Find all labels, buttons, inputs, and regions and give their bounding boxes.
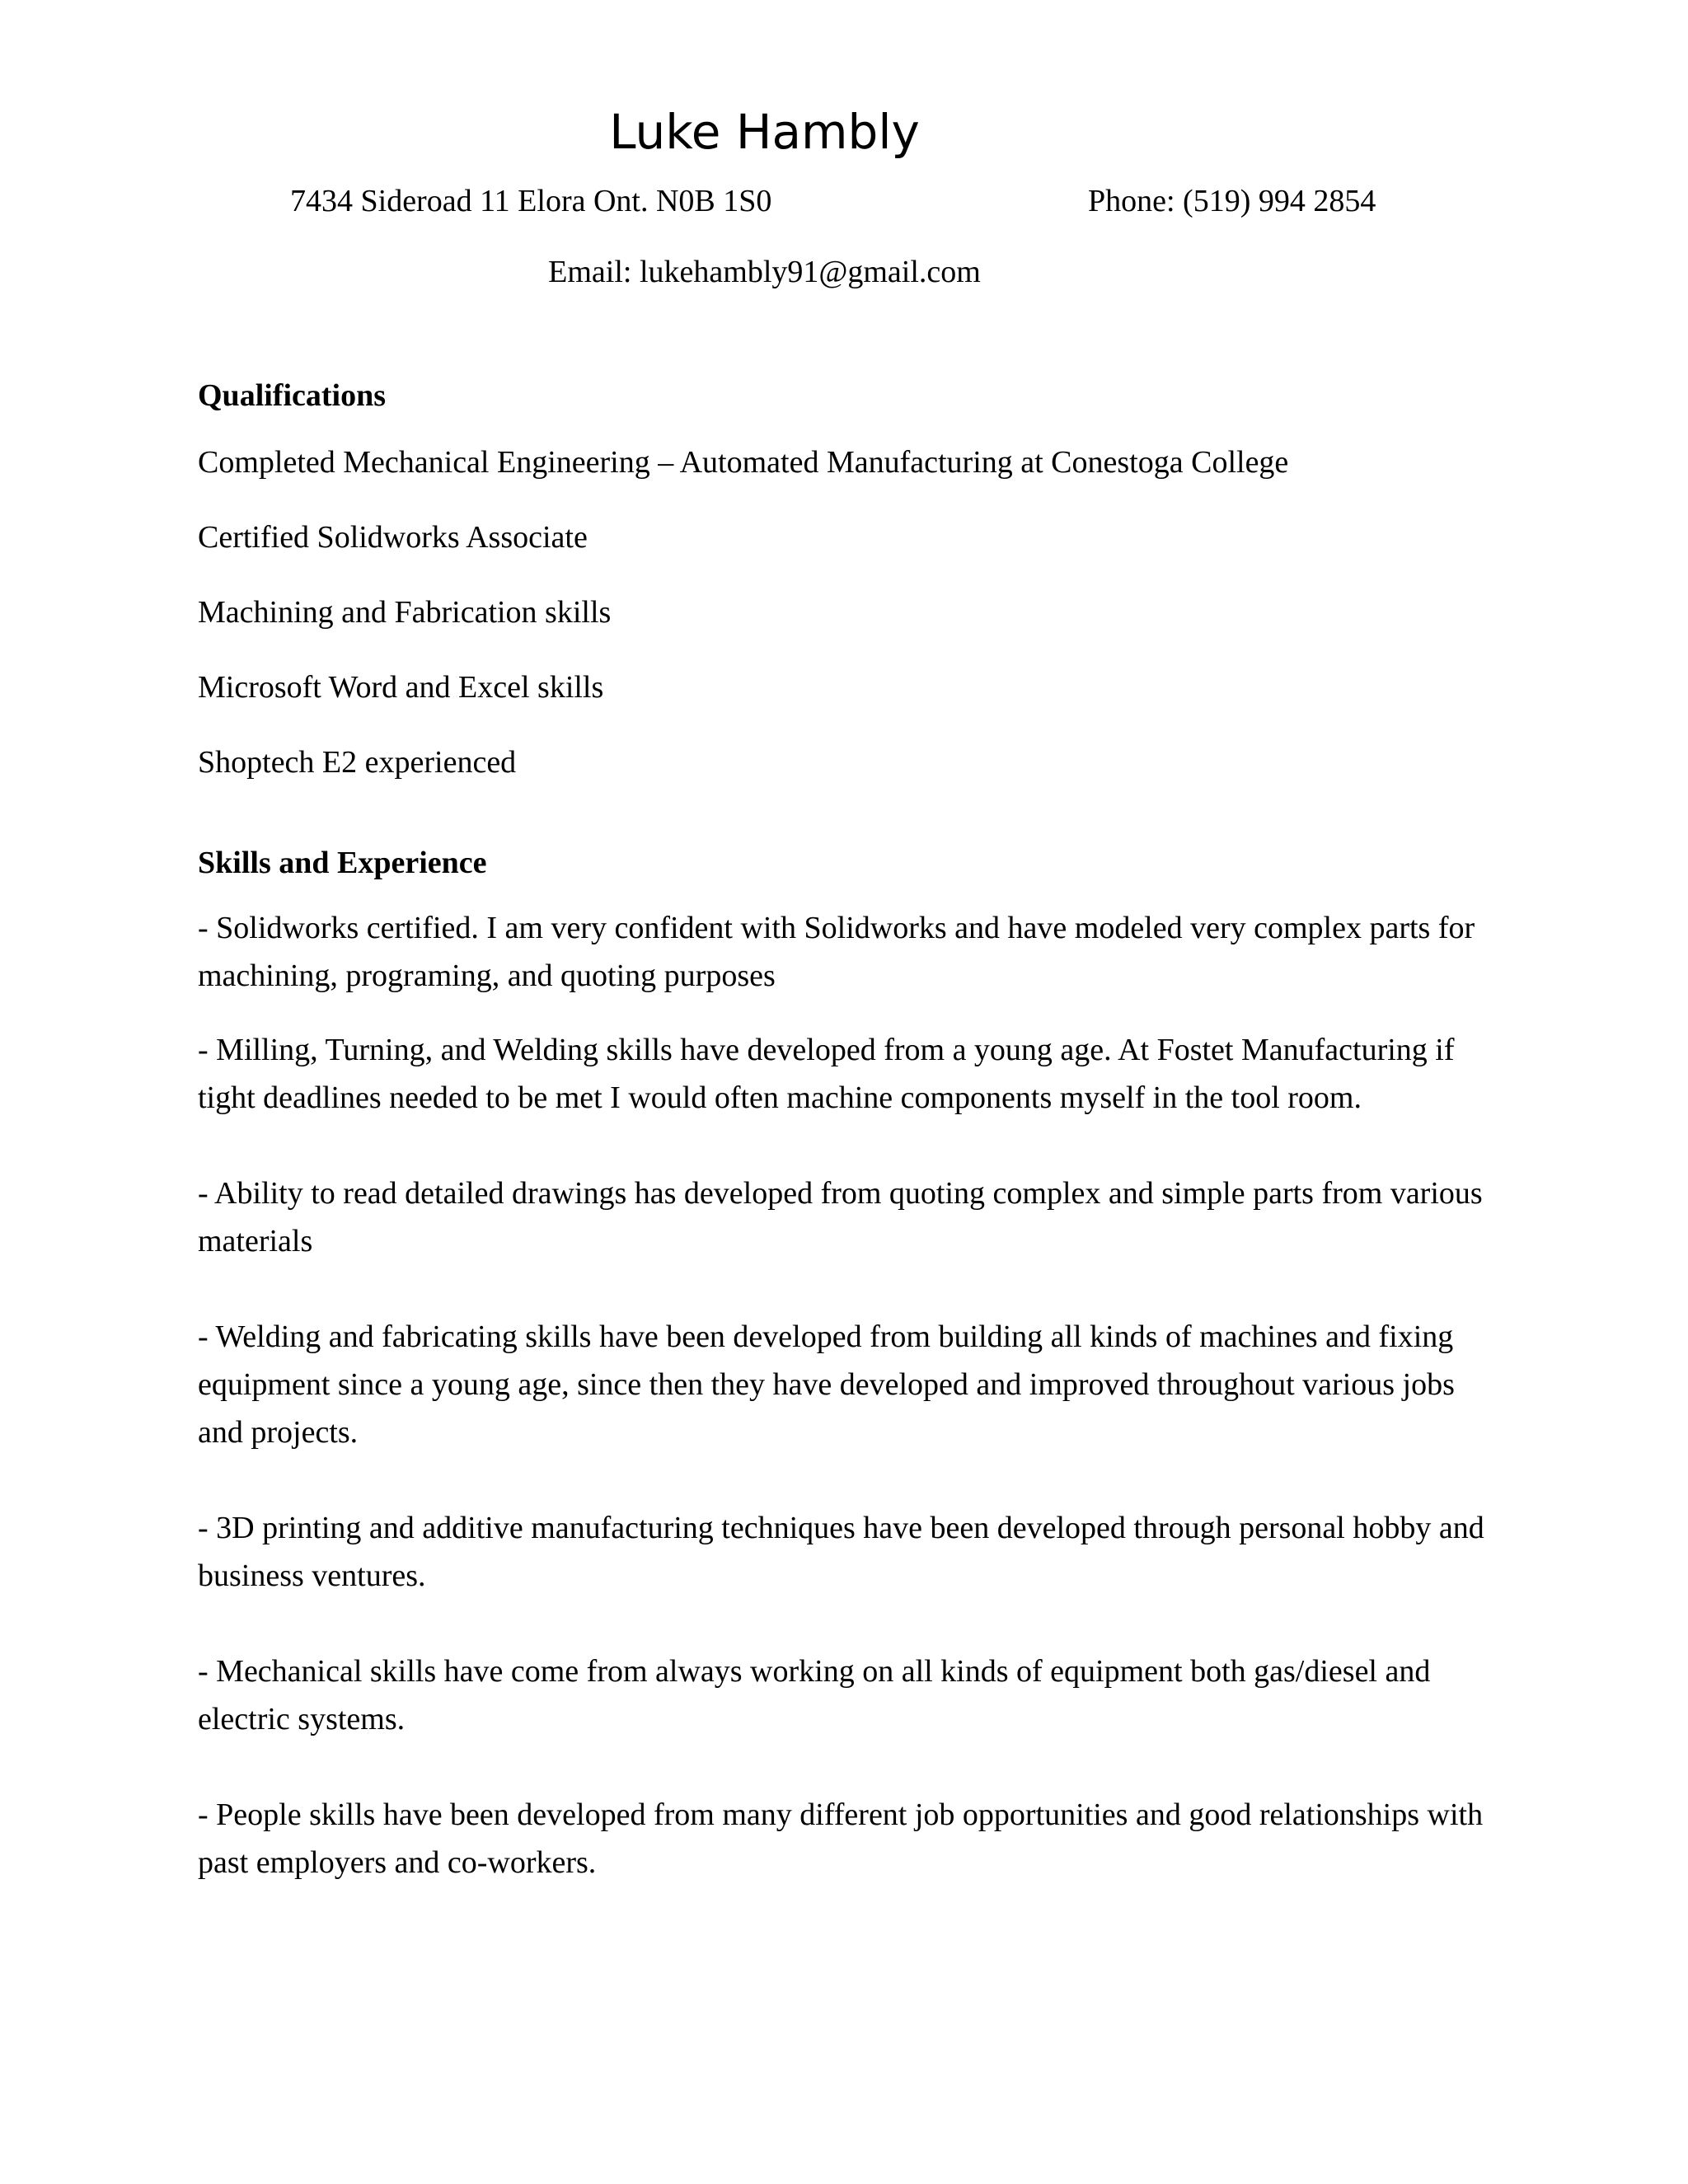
qualification-item: Shoptech E2 experienced — [198, 745, 517, 780]
phone-text: Phone: (519) 994 2854 — [1088, 184, 1376, 218]
qualification-item: Completed Mechanical Engineering – Automated Manufacturing at Conestoga College — [198, 445, 1289, 480]
qualification-item: Certified Solidworks Associate — [198, 520, 588, 555]
skill-item: - 3D printing and additive manufacturing techniques have been developed through personal hobby and business ventures. — [198, 1511, 1484, 1593]
qualification-item: Microsoft Word and Excel skills — [198, 670, 604, 705]
resume-name: Luke Hambly — [609, 104, 920, 160]
qualification-item: Machining and Fabrication skills — [198, 595, 612, 630]
skill-item: - Mechanical skills have come from always working on all kinds of equipment both gas/diesel and electric systems. — [198, 1654, 1431, 1736]
skill-item: - People skills have been developed from many different job opportunities and good relationships with past employers and co-workers. — [198, 1797, 1484, 1880]
skill-item: - Ability to read detailed drawings has developed from quoting complex and simple parts from various materials — [198, 1176, 1483, 1258]
address-text: 7434 Sideroad 11 Elora Ont. N0B 1S0 — [290, 184, 772, 218]
qualifications-heading: Qualifications — [198, 378, 387, 413]
skill-item: - Welding and fabricating skills have been developed from building all kinds of machines and fixing equipment since a young age, since then they have developed and improved throughout various jobs and projects. — [198, 1319, 1455, 1450]
skill-item: - Milling, Turning, and Welding skills have developed from a young age. At Fostet Manufacturing if tight deadlines needed to be met I would often machine components myself in the tool room. — [198, 1033, 1455, 1115]
qualifications-list — [198, 439, 1288, 814]
email-text: Email: lukehambly91@gmail.com — [548, 255, 981, 289]
skills-heading: Skills and Experience — [198, 846, 487, 880]
skills-list — [198, 904, 1500, 1886]
skill-item: - Solidworks certified. I am very confident with Solidworks and have modeled very complex parts for machining, programing, and quoting purposes — [198, 911, 1475, 993]
